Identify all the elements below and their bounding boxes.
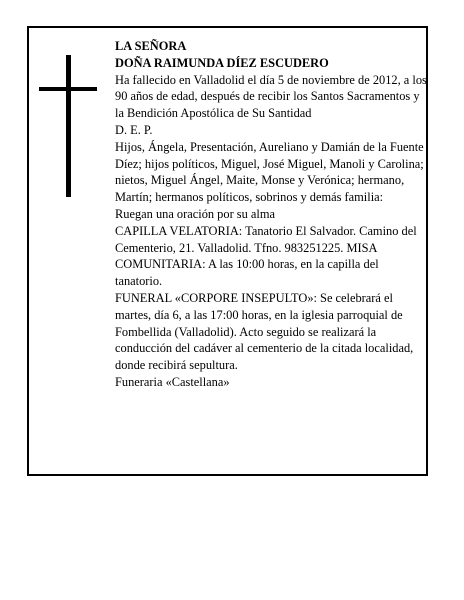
funeral-info: FUNERAL «CORPORE INSEPULTO»: Se celebrará el martes, día 6, a las 17:00 horas, en la iglesia parroquial de Fombellida (Valladolid). Acto seguido se realizará la conducción del cadáver al cementerio de la citada localidad, donde recibirá sepultura. <box>115 290 414 373</box>
notice-text <box>115 38 427 391</box>
funeral-home: Funeraria «Castellana» <box>115 374 230 389</box>
notice-heading: LA SEÑORA <box>115 39 187 53</box>
prayer-request: Ruegan una oración por su alma <box>115 206 275 221</box>
rip-line: D. E. P. <box>115 122 153 137</box>
cross-icon <box>39 55 97 197</box>
cross-horizontal-bar <box>39 87 97 91</box>
deceased-name: DOÑA RAIMUNDA DÍEZ ESCUDERO <box>115 55 329 70</box>
family-list: Hijos, Ángela, Presentación, Aureliano y Damián de la Fuente Díez; hijos políticos, Miguel, José Miguel, Manoli y Carolina; nietos, Miguel Ángel, Maite, Monse y Verónica; hermano, Martín; hermanos políticos, sobrinos y demás familia: <box>115 139 424 205</box>
death-announcement: Ha fallecido en Valladolid el día 5 de noviembre de 2012, a los 90 años de edad, después de recibir los Santos Sacramentos y la Bendición Apostólica de Su Santidad <box>115 72 427 121</box>
cross-vertical-bar <box>66 55 71 197</box>
obituary-notice <box>27 26 428 476</box>
chapel-info: CAPILLA VELATORIA: Tanatorio El Salvador. Camino del Cementerio, 21. Valladolid. Tfno. 983251225. MISA COMUNITARIA: A las 10:00 horas, en la capilla del tanatorio. <box>115 223 417 289</box>
